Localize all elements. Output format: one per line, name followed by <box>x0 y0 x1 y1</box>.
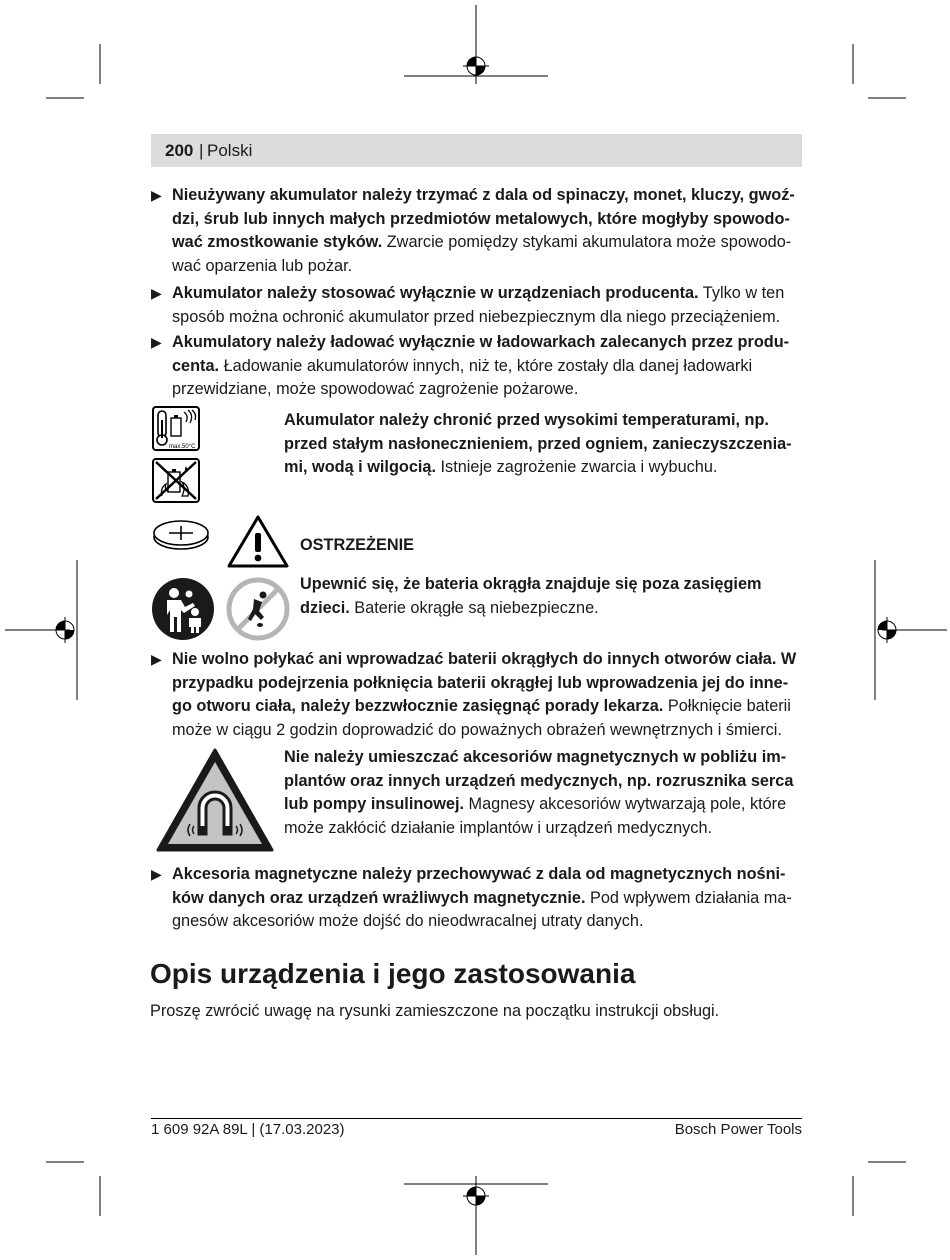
section-title: Opis urządzenia i jego zastosowania <box>150 958 636 989</box>
bullet-bold-text: Akumulatory należy ładować wyłącznie w ładowarkach zalecanych przez producenta. <box>172 333 790 375</box>
bullet-arrow-icon: ▶ <box>151 866 162 882</box>
magnet-implant-warning-normal: Magnesy akcesoriów wytwarzają pole, które może zakłócić działanie implantów i urządzeń medycznych. <box>284 795 787 838</box>
page-header <box>151 134 802 167</box>
magnetic-field-warning-icon <box>154 746 276 854</box>
footer-doc-number: 1 609 92A 89L | (17.03.2023) <box>151 1121 345 1138</box>
warning-title: OSTRZEŻENIE <box>300 536 414 554</box>
no-fire-water-icon <box>152 458 202 504</box>
page-number: 200 <box>165 141 194 160</box>
bullet-normal-text: Ładowanie akumulatorów innych, niż te, które zostały dla danej ładowarki przewidziane, może spowodować zagrożenie pożarowe. <box>172 356 753 399</box>
heat-warning-bold: Akumulator należy chronić przed wysokimi temperaturami, np. przed stałym nasłonecznieniem, przed ogniem, zanieczyszczeniami, wodą i wilgocią. <box>284 411 792 477</box>
bullet-normal-text: Pod wpływem działania magnesów akcesoriów może dojść do nieodwracalnej utraty danych. <box>172 888 792 931</box>
keep-away-from-children-icon <box>151 577 215 641</box>
coin-battery-warning-text <box>300 573 802 620</box>
bullet-text <box>172 863 802 934</box>
footer-brand: Bosch Power Tools <box>674 1121 802 1138</box>
bullet-normal-text: Zwarcie pomiędzy stykami akumulatora może spowodować oparzenia lub pożar. <box>172 233 792 276</box>
heat-warning-text <box>284 409 802 480</box>
bullet-text <box>172 648 802 743</box>
max-temperature-icon <box>152 406 202 452</box>
coin-battery-warning-bold: Upewnić się, że bateria okrągła znajduje się poza zasięgiem dzieci. <box>300 575 762 617</box>
magnet-implant-warning-text <box>284 746 802 841</box>
bullet-text <box>172 331 802 402</box>
bullet-arrow-icon: ▶ <box>151 285 162 301</box>
footer-rule <box>151 1118 802 1119</box>
do-not-swallow-icon <box>226 577 290 641</box>
bullet-arrow-icon: ▶ <box>151 334 162 350</box>
bullet-bold-text: Nieużywany akumulator należy trzymać z dala od spinaczy, monet, kluczy, gwoździ, śrub lub innych małych przedmiotów metalowych, które mogłyby spowodować zmostkowanie styków. <box>172 186 795 252</box>
magnet-implant-warning-bold: Nie należy umieszczać akcesoriów magnetycznych w pobliżu implantów oraz innych urządzeń medycznych, np. rozrusznika serca lub pompy insulinowej. <box>284 748 794 814</box>
coin-battery-icon <box>152 518 212 552</box>
bullet-text <box>172 184 802 279</box>
bullet-bold-text: Akumulator należy stosować wyłącznie w urządzeniach producenta. <box>172 284 699 302</box>
bullet-arrow-icon: ▶ <box>151 187 162 203</box>
bullet-normal-text: Połknięcie baterii może w ciągu 2 godzin doprowadzić do poważnych obrażeń wewnętrznych i śmierci. <box>172 697 791 740</box>
bullet-text <box>172 282 802 329</box>
header-separator: | <box>199 141 204 160</box>
header-language: Polski <box>207 141 253 160</box>
coin-battery-warning-normal: Baterie okrągłe są niebezpieczne. <box>349 598 599 617</box>
bullet-normal-text: Tylko w ten sposób można ochronić akumulator przed niebezpiecznym dla niego przeciążeniem. <box>172 284 785 326</box>
warning-triangle-icon <box>225 513 291 569</box>
bullet-bold-text: Akcesoria magnetyczne należy przechowywać z dala od magnetycznych nośników danych oraz urządzeń wrażliwych magnetycznie. <box>172 865 786 907</box>
section-intro: Proszę zwrócić uwagę na rysunki zamieszczone na początku instrukcji obsługi. <box>150 1002 720 1020</box>
heat-warning-normal: Istnieje zagrożenie zwarcia i wybuchu. <box>436 458 718 477</box>
max-temperature-label: max.50°C <box>169 444 196 450</box>
bullet-bold-text: Nie wolno połykać ani wprowadzać baterii okrągłych do innych otworów ciała. W przypadku podejrzenia połknięcia baterii okrągłej lub wprowadzenia jej do innego otworu ciała, należy bezzwłocznie zasięgnąć porady lekarza. <box>172 650 797 716</box>
bullet-arrow-icon: ▶ <box>151 651 162 667</box>
